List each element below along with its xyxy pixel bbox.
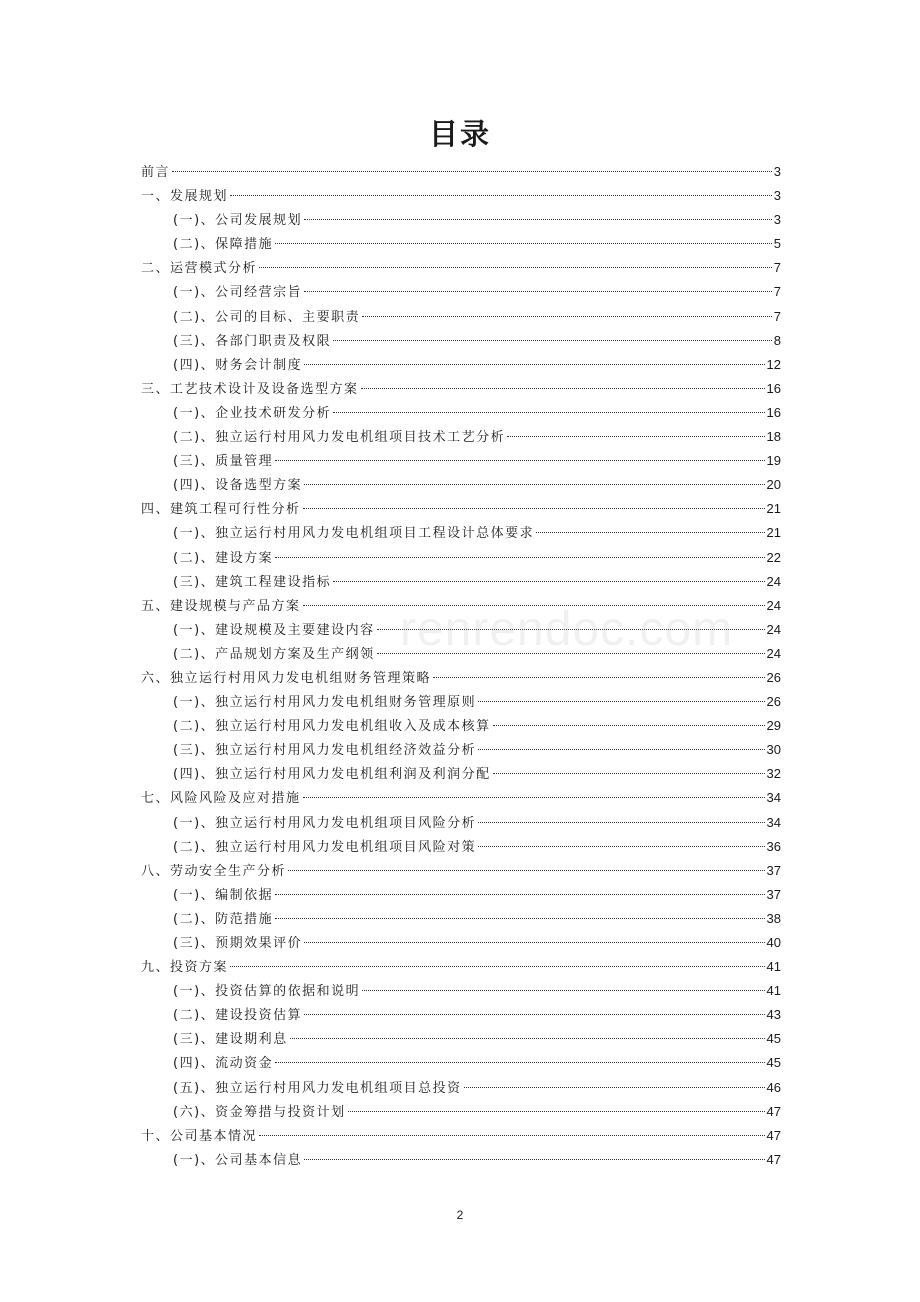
toc-entry-text: (四)、设备选型方案 bbox=[173, 478, 303, 494]
toc-entry-text: (六)、资金筹措与投资计划 bbox=[173, 1104, 346, 1120]
toc-entry[interactable] bbox=[141, 835, 781, 859]
toc-dot-leader bbox=[361, 388, 765, 389]
toc-entry-page: 21 bbox=[766, 525, 781, 541]
toc-entry-page: 26 bbox=[766, 669, 781, 685]
toc-dot-leader bbox=[259, 1135, 765, 1136]
toc-entry-page: 24 bbox=[766, 573, 781, 589]
toc-entry-page: 8 bbox=[773, 332, 781, 348]
toc-entry-text: 八、劳动安全生产分析 bbox=[141, 863, 287, 879]
toc-entry[interactable] bbox=[141, 473, 781, 497]
toc-entry[interactable] bbox=[141, 738, 781, 762]
toc-dot-leader bbox=[304, 942, 764, 943]
toc-entry-page: 34 bbox=[766, 790, 781, 806]
toc-entry-text: (一)、独立运行村用风力发电机组项目工程设计总体要求 bbox=[173, 526, 535, 542]
toc-entry-page: 7 bbox=[773, 284, 781, 300]
toc-entry-text: (二)、公司的目标、主要职责 bbox=[173, 309, 361, 325]
toc-dot-leader bbox=[333, 581, 764, 582]
toc-dot-leader bbox=[362, 316, 772, 317]
toc-dot-leader bbox=[536, 532, 764, 533]
toc-dot-leader bbox=[303, 797, 765, 798]
toc-entry-page: 43 bbox=[766, 1007, 781, 1023]
toc-entry[interactable] bbox=[141, 811, 781, 835]
toc-dot-leader bbox=[304, 484, 764, 485]
watermark: renrendoc.com bbox=[400, 603, 734, 656]
toc-entry-text: (一)、企业技术研发分析 bbox=[173, 405, 332, 421]
toc-entry[interactable] bbox=[141, 907, 781, 931]
toc-entry[interactable] bbox=[141, 931, 781, 955]
toc-entry-text: (三)、独立运行村用风力发电机组经济效益分析 bbox=[173, 743, 477, 759]
toc-entry-page: 24 bbox=[766, 621, 781, 637]
toc-entry[interactable] bbox=[141, 280, 781, 304]
toc-entry-page: 3 bbox=[773, 212, 781, 228]
toc-dot-leader bbox=[275, 894, 764, 895]
toc-entry-text: (三)、各部门职责及权限 bbox=[173, 333, 332, 349]
toc-entry-text: (四)、独立运行村用风力发电机组利润及利润分配 bbox=[173, 767, 491, 783]
toc-dot-leader bbox=[304, 291, 772, 292]
toc-entry[interactable] bbox=[141, 594, 781, 618]
toc-entry[interactable] bbox=[141, 184, 781, 208]
toc-entry[interactable] bbox=[141, 690, 781, 714]
toc-entry-text: (一)、建设规模及主要建设内容 bbox=[173, 622, 375, 638]
toc-entry[interactable] bbox=[141, 256, 781, 280]
toc-dot-leader bbox=[478, 846, 764, 847]
toc-entry-page: 45 bbox=[766, 1031, 781, 1047]
toc-entry-page: 3 bbox=[773, 188, 781, 204]
toc-entry[interactable] bbox=[141, 1051, 781, 1075]
toc-entry-text: (一)、投资估算的依据和说明 bbox=[173, 984, 361, 1000]
toc-entry-text: (一)、公司发展规划 bbox=[173, 213, 303, 229]
toc-entry-page: 20 bbox=[766, 477, 781, 493]
toc-entry-page: 41 bbox=[766, 959, 781, 975]
toc-entry-text: (一)、公司基本信息 bbox=[173, 1152, 303, 1168]
toc-entry-text: 二、运营模式分析 bbox=[141, 261, 258, 277]
toc-entry-page: 38 bbox=[766, 910, 781, 926]
toc-entry[interactable] bbox=[141, 1148, 781, 1172]
toc-entry[interactable] bbox=[141, 521, 781, 545]
toc-dot-leader bbox=[493, 725, 765, 726]
toc-entry-text: (二)、保障措施 bbox=[173, 237, 274, 253]
toc-entry-text: (二)、独立运行村用风力发电机组收入及成本核算 bbox=[173, 719, 491, 735]
toc-entry-text: (一)、公司经营宗旨 bbox=[173, 285, 303, 301]
toc-entry-text: 三、工艺技术设计及设备选型方案 bbox=[141, 381, 359, 397]
toc-entry[interactable] bbox=[141, 160, 781, 184]
toc-list bbox=[141, 160, 781, 1172]
toc-entry[interactable] bbox=[141, 1076, 781, 1100]
toc-entry[interactable] bbox=[141, 618, 781, 642]
toc-entry[interactable] bbox=[141, 570, 781, 594]
toc-entry-page: 18 bbox=[766, 429, 781, 445]
toc-entry[interactable] bbox=[141, 666, 781, 690]
toc-entry[interactable] bbox=[141, 1124, 781, 1148]
toc-entry-page: 29 bbox=[766, 718, 781, 734]
toc-dot-leader bbox=[275, 1062, 764, 1063]
toc-entry-page: 41 bbox=[766, 983, 781, 999]
toc-entry-page: 22 bbox=[766, 549, 781, 565]
toc-entry-text: (一)、独立运行村用风力发电机组项目风险分析 bbox=[173, 815, 477, 831]
toc-entry-page: 24 bbox=[766, 645, 781, 661]
toc-dot-leader bbox=[507, 436, 764, 437]
toc-dot-leader bbox=[275, 557, 764, 558]
toc-entry[interactable] bbox=[141, 883, 781, 907]
toc-entry[interactable] bbox=[141, 859, 781, 883]
toc-entry[interactable] bbox=[141, 762, 781, 786]
toc-entry[interactable] bbox=[141, 449, 781, 473]
toc-entry-page: 12 bbox=[766, 356, 781, 372]
toc-entry-text: (三)、预期效果评价 bbox=[173, 936, 303, 951]
toc-entry-text: 六、独立运行村用风力发电机组财务管理策略 bbox=[141, 670, 432, 686]
toc-dot-leader bbox=[304, 364, 764, 365]
toc-entry[interactable] bbox=[141, 642, 781, 666]
toc-entry-page: 45 bbox=[766, 1055, 781, 1071]
toc-entry[interactable] bbox=[141, 353, 781, 377]
toc-entry[interactable] bbox=[141, 425, 781, 449]
toc-entry-page: 32 bbox=[766, 766, 781, 782]
toc-entry[interactable] bbox=[141, 232, 781, 256]
toc-entry-text: (二)、建设方案 bbox=[173, 550, 274, 566]
toc-dot-leader bbox=[304, 219, 772, 220]
toc-dot-leader bbox=[230, 195, 772, 196]
toc-entry-page: 16 bbox=[766, 380, 781, 396]
toc-entry-text: (三)、质量管理 bbox=[173, 454, 274, 470]
toc-entry[interactable] bbox=[141, 305, 781, 329]
toc-dot-leader bbox=[304, 1014, 764, 1015]
toc-dot-leader bbox=[493, 773, 765, 774]
toc-entry-page: 3 bbox=[773, 164, 781, 179]
toc-entry-text: (一)、编制依据 bbox=[173, 887, 274, 903]
toc-dot-leader bbox=[333, 412, 764, 413]
toc-dot-leader bbox=[478, 822, 764, 823]
toc-entry-page: 16 bbox=[766, 404, 781, 420]
toc-entry-page: 47 bbox=[766, 1103, 781, 1119]
toc-entry-page: 40 bbox=[766, 935, 781, 950]
toc-entry-text: (二)、独立运行村用风力发电机组项目风险对策 bbox=[173, 839, 477, 855]
toc-entry-page: 36 bbox=[766, 838, 781, 854]
toc-entry[interactable] bbox=[141, 979, 781, 1003]
toc-entry-text: (三)、建筑工程建设指标 bbox=[173, 574, 332, 590]
toc-dot-leader bbox=[304, 1159, 764, 1160]
toc-dot-leader bbox=[303, 605, 765, 606]
toc-entry-page: 46 bbox=[766, 1079, 781, 1095]
toc-entry-text: (四)、流动资金 bbox=[173, 1056, 274, 1072]
toc-entry-text: 九、投资方案 bbox=[141, 960, 229, 976]
toc-dot-leader bbox=[275, 460, 764, 461]
toc-dot-leader bbox=[303, 508, 765, 509]
toc-entry[interactable] bbox=[141, 546, 781, 570]
toc-entry-text: (二)、防范措施 bbox=[173, 911, 274, 927]
toc-entry-page: 19 bbox=[766, 453, 781, 469]
toc-dot-leader bbox=[259, 267, 772, 268]
toc-entry-page: 47 bbox=[766, 1151, 781, 1167]
toc-entry[interactable] bbox=[141, 955, 781, 979]
page-number: 2 bbox=[456, 1208, 464, 1222]
toc-entry-text: (三)、建设期利息 bbox=[173, 1032, 288, 1048]
toc-entry-text: 一、发展规划 bbox=[141, 189, 229, 205]
toc-entry-text: 四、建筑工程可行性分析 bbox=[141, 502, 301, 518]
toc-dot-leader bbox=[288, 870, 765, 871]
toc-entry-text: (四)、财务会计制度 bbox=[173, 357, 303, 373]
toc-dot-leader bbox=[275, 918, 764, 919]
toc-entry-page: 21 bbox=[766, 501, 781, 517]
toc-entry[interactable] bbox=[141, 786, 781, 810]
toc-dot-leader bbox=[377, 653, 765, 654]
toc-entry-text: (二)、独立运行村用风力发电机组项目技术工艺分析 bbox=[173, 430, 506, 446]
toc-dot-leader bbox=[348, 1111, 765, 1112]
toc-entry-text: (一)、独立运行村用风力发电机组财务管理原则 bbox=[173, 695, 477, 711]
toc-dot-leader bbox=[478, 749, 764, 750]
toc-entry-page: 26 bbox=[766, 694, 781, 710]
toc-entry-page: 7 bbox=[773, 260, 781, 276]
toc-title: 目录 bbox=[428, 117, 491, 151]
toc-entry-text: 五、建设规模与产品方案 bbox=[141, 598, 301, 614]
toc-dot-leader bbox=[433, 677, 765, 678]
toc-entry[interactable] bbox=[141, 497, 781, 521]
toc-entry[interactable] bbox=[141, 1100, 781, 1124]
toc-dot-leader bbox=[290, 1038, 765, 1039]
toc-entry-text: 前言 bbox=[141, 165, 171, 180]
toc-entry-page: 5 bbox=[773, 236, 781, 252]
toc-entry-page: 7 bbox=[773, 308, 781, 324]
toc-entry-page: 30 bbox=[766, 742, 781, 758]
toc-entry[interactable] bbox=[141, 377, 781, 401]
toc-entry-page: 37 bbox=[766, 886, 781, 902]
toc-entry-text: (五)、独立运行村用风力发电机组项目总投资 bbox=[173, 1080, 462, 1096]
toc-entry-page: 47 bbox=[766, 1127, 781, 1143]
toc-entry-text: (二)、产品规划方案及生产纲领 bbox=[173, 646, 375, 662]
toc-dot-leader bbox=[377, 629, 765, 630]
toc-entry-page: 24 bbox=[766, 597, 781, 613]
toc-entry-text: (二)、建设投资估算 bbox=[173, 1008, 303, 1024]
toc-dot-leader bbox=[478, 701, 764, 702]
toc-entry[interactable] bbox=[141, 329, 781, 353]
toc-dot-leader bbox=[230, 966, 765, 967]
toc-dot-leader bbox=[333, 340, 772, 341]
toc-entry-text: 十、公司基本情况 bbox=[141, 1128, 258, 1144]
toc-entry-text: 七、风险风险及应对措施 bbox=[141, 791, 301, 807]
toc-entry[interactable] bbox=[141, 208, 781, 232]
toc-entry[interactable] bbox=[141, 1027, 781, 1051]
toc-entry[interactable] bbox=[141, 401, 781, 425]
toc-entry-page: 34 bbox=[766, 814, 781, 830]
toc-dot-leader bbox=[362, 990, 764, 991]
toc-dot-leader bbox=[172, 171, 772, 172]
toc-dot-leader bbox=[464, 1087, 765, 1088]
toc-entry[interactable] bbox=[141, 714, 781, 738]
toc-entry-page: 37 bbox=[766, 862, 781, 878]
toc-entry[interactable] bbox=[141, 1003, 781, 1027]
toc-dot-leader bbox=[275, 243, 772, 244]
